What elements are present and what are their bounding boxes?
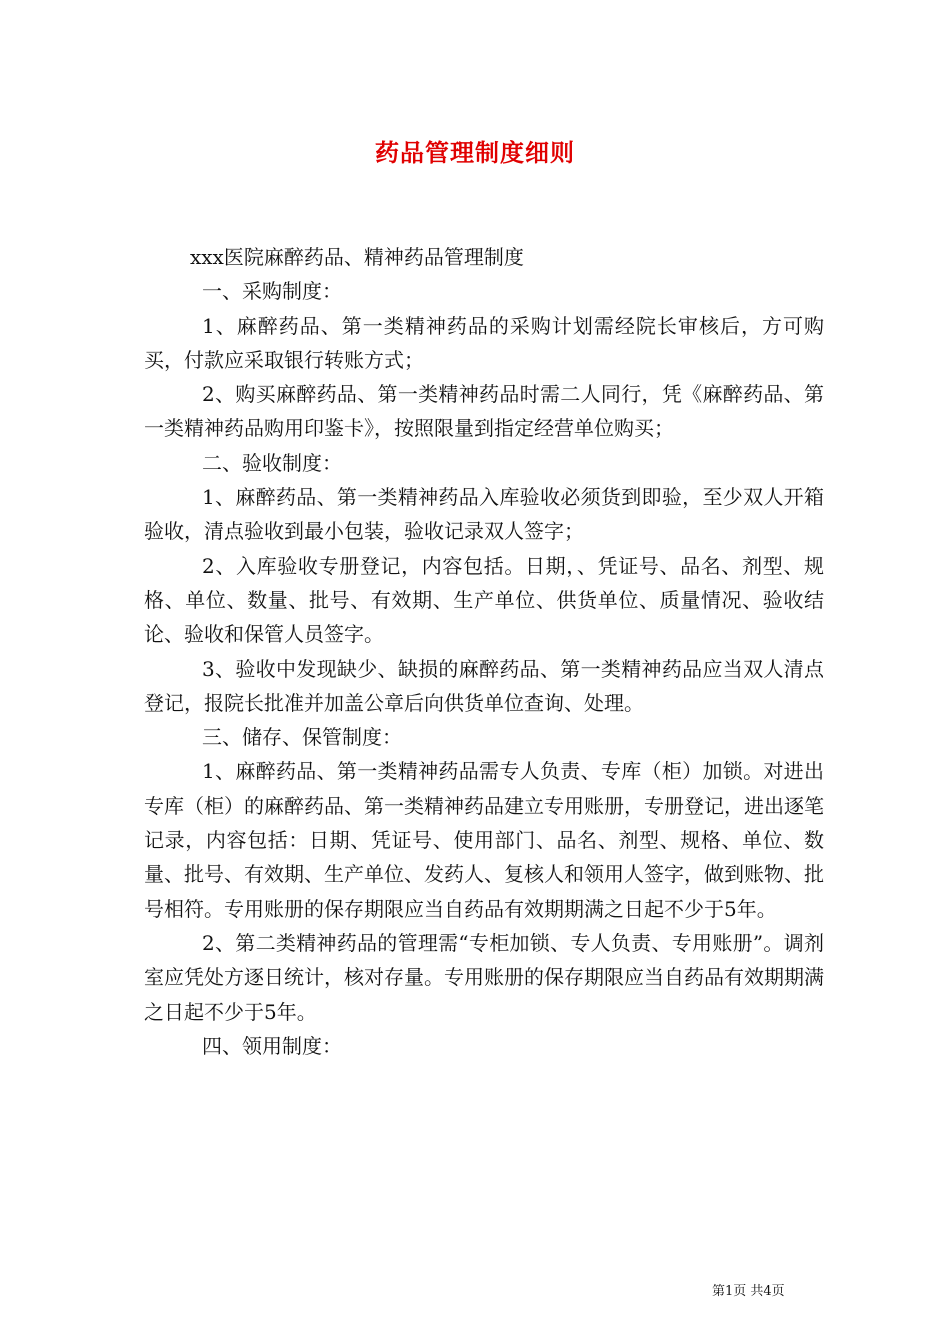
paragraph: 1、麻醉药品、第一类精神药品入库验收必须货到即验，至少双人开箱验收，清点验收到最小包装，验收记录双人签字； — [144, 485, 824, 544]
paragraph: 3、验收中发现缺少、缺损的麻醉药品、第一类精神药品应当双人清点登记，报院长批准并加盖公章后向供货单位查询、处理。 — [144, 656, 824, 715]
document-title: 药品管理制度细则 — [375, 138, 575, 167]
document-body — [144, 240, 824, 1063]
section-heading-procurement: 一、采购制度： — [202, 279, 342, 304]
section-heading-storage: 三、储存、保管制度： — [202, 725, 402, 750]
paragraph: 2、入库验收专册登记，内容包括。日期，、凭证号、品名、剂型、规格、单位、数量、批号、有效期、生产单位、供货单位、质量情况、验收结论、验收和保管人员签字。 — [144, 553, 824, 647]
page-number: 第1页 共4页 — [712, 1284, 785, 1299]
paragraph: 2、第二类精神药品的管理需“专柜加锁、专人负责、专用账册”。调剂室应凭处方逐日统计，核对存量。专用账册的保存期限应当自药品有效期期满之日起不少于5年。 — [144, 930, 824, 1024]
section-heading-requisition: 四、领用制度： — [202, 1033, 342, 1058]
paragraph: 2、购买麻醉药品、第一类精神药品时需二人同行，凭《麻醉药品、第一类精神药品购用印鉴卡》，按照限量到指定经营单位购买； — [144, 382, 824, 441]
document-subtitle: xxx医院麻醉药品、精神药品管理制度 — [190, 245, 524, 269]
section-heading-acceptance: 二、验收制度： — [202, 450, 342, 475]
paragraph: 1、麻醉药品、第一类精神药品的采购计划需经院长审核后，方可购买，付款应采取银行转账方式； — [144, 313, 824, 372]
paragraph: 1、麻醉药品、第一类精神药品需专人负责、专库（柜）加锁。对进出专库（柜）的麻醉药品、第一类精神药品建立专用账册，专册登记，进出逐笔记录，内容包括：日期、凭证号、使用部门、品名、剂型、规格、单位、数量、批号、有效期、生产单位、发药人、复核人和领用人签字，做到账物、批号相符。专用账册的保存期限应当自药品有效期期满之日起不少于5年。 — [144, 759, 824, 921]
